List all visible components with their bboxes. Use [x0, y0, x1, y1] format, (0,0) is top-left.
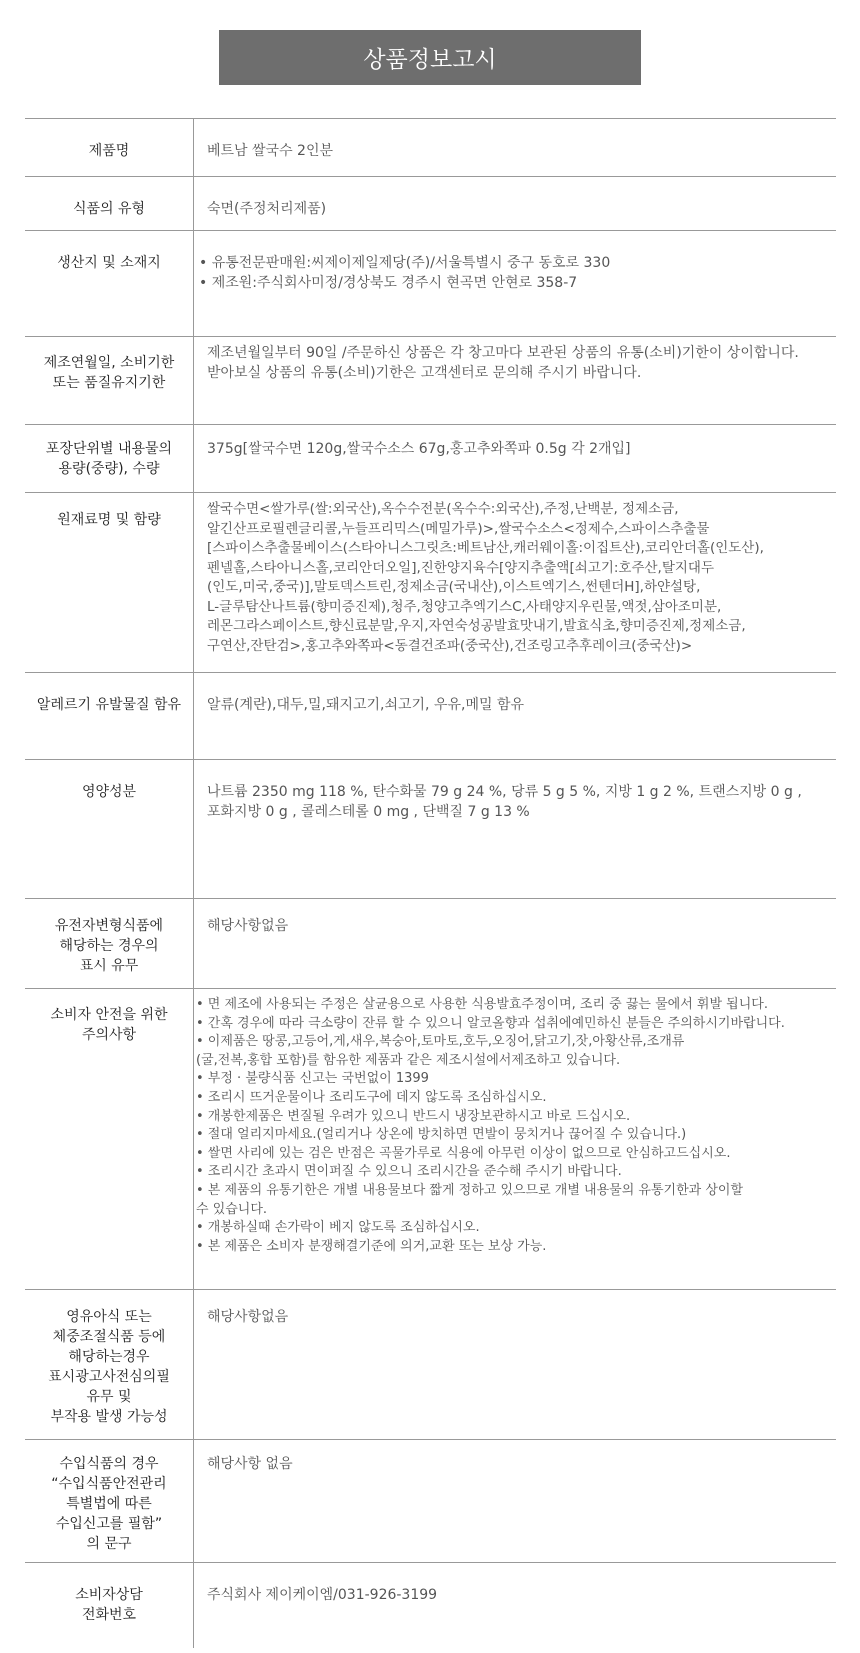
- row-label: 영유아식 또는 체중조절식품 등에 해당하는경우 표시광고사전심의필 유무 및 부작용 발생 가능성: [25, 1290, 194, 1439]
- row-value: 375g[쌀국수면 120g,쌀국수소스 67g,홍고추와쪽파 0.5g 각 2개입]: [207, 441, 631, 457]
- row-value: 쌀국수면<쌀가루(쌀:외국산),옥수수전분(옥수수:외국산),주정,난백분, 정제소금, 알긴산프로필렌글리콜,누들프리믹스(메밀가루)>,쌀국수소스<정제수,스파이스추출물 [스파이스추출물베이스(스타아니스그릿츠:베트남산,캐러웨이홀:이집트산),코리안더홀(인도산), 펜넬홀,스타아니스홀,코리안더오일],진한양지육수[양지추출액[쇠고기:호주산,탈지대두 (인도,미국,중국)],말토덱스트린,정제소금(국내산),이스트엑기스,썬텐더H],하얀설탕, L-글루탐산나트륨(향미증진제),청주,청양고추엑기스C,사태양지우린물,액젓,삼아조미분, 레몬그라스페이스트,향신료분말,우지,자연숙성공발효맛내기,발효식초,향미증진제,정제소금, 구연산,잔탄검>,홍고추와쪽파<동결건조파(중국산),건조링고추후레이크(중국산)>: [207, 501, 764, 654]
- table-row-allergens: [25, 673, 836, 760]
- row-label: 원재료명 및 함량: [25, 493, 194, 672]
- row-value: • 면 제조에 사용되는 주정은 살균용으로 사용한 식용발효주정이며, 조리 중 끓는 물에서 휘발 됩니다. • 간혹 경우에 따라 극소량이 잔류 할 수 있으니 알코올향과 섭취에예민하신 분들은 주의하시기바랍니다. • 이제품은 땅콩,고등어,게,새우,복숭아,토마토,호두,오징어,닭고기,잣,아황산류,조개류 (굴,전복,홍합 포함)를 함유한 제품과 같은 제조시설에서제조하고 있습니다. • 부정 · 불량식품 신고는 국번없이 1399 • 조리시 뜨거운물이나 조리도구에 데지 않도록 조심하십시오. • 개봉한제품은 변질될 우려가 있으니 반드시 냉장보관하시고 바로 드십시오. • 절대 얼리지마세요.(얼리거나 상온에 방치하면 면발이 뭉치거나 끊어질 수 있습니다.) • 쌀면 사리에 있는 검은 반점은 곡물가루로 식용에 아무런 이상이 없으므로 안심하고드십시오. • 조리시간 초과시 면이퍼질 수 있으니 조리시간을 준수해 주시기 바랍니다. • 본 제품의 유통기한은 개별 내용물보다 짧게 정하고 있으므로 개별 내용물의 유통기한과 상이할 수 있습니다. • 개봉하실때 손가락이 베지 않도록 조심하십시오. • 본 제품은 소비자 분쟁해결기준에 의거,교환 또는 보상 가능.: [196, 997, 785, 1254]
- row-value: 알류(계란),대두,밀,돼지고기,쇠고기, 우유,메밀 함유: [207, 697, 525, 713]
- row-value: 나트륨 2350 mg 118 %, 탄수화물 79 g 24 %, 당류 5 g 5 %, 지방 1 g 2 %, 트랜스지방 0 g , 포화지방 0 g , 콜레스테롤 0 mg , 단백질 7 g 13 %: [207, 784, 802, 820]
- table-row-imported: [25, 1440, 836, 1563]
- row-value: 해당사항 없음: [207, 1456, 293, 1472]
- table-row-ingredients: [25, 493, 836, 673]
- row-value: 제조년월일부터 90일 /주문하신 상품은 각 창고마다 보관된 상품의 유통(소비)기한이 상이합니다. 받아보실 상품의 유통(소비)기한은 고객센터로 문의해 주시기 바랍니다.: [207, 345, 799, 381]
- row-label: 유전자변형식품에 해당하는 경우의 표시 유무: [25, 899, 194, 988]
- row-label: 소비자 안전을 위한 주의사항: [25, 989, 194, 1289]
- row-label: 식품의 유형: [25, 177, 194, 230]
- table-row-gmo: [25, 899, 836, 989]
- table-row-origin: [25, 231, 836, 337]
- row-value: 해당사항없음: [207, 918, 289, 934]
- row-label: 알레르기 유발물질 함유: [25, 673, 194, 759]
- row-label: 수입식품의 경우 “수입식품안전관리 특별법에 따른 수입신고를 필함” 의 문구: [25, 1440, 194, 1562]
- table-row-food-type: [25, 177, 836, 231]
- row-label: 제조연월일, 소비기한 또는 품질유지기한: [25, 337, 194, 424]
- row-label: 포장단위별 내용물의 용량(중량), 수량: [25, 425, 194, 492]
- product-info-table: [25, 118, 836, 1648]
- table-row-quantity: [25, 425, 836, 493]
- table-row-expiry: [25, 337, 836, 425]
- row-value: 숙면(주정처리제품): [207, 201, 327, 217]
- row-value: 베트남 쌀국수 2인분: [207, 143, 333, 159]
- table-row-safety: [25, 989, 836, 1290]
- page-title: 상품정보고시: [219, 30, 641, 85]
- row-value: 해당사항없음: [207, 1309, 289, 1325]
- table-row-infant-food: [25, 1290, 836, 1440]
- table-row-product-name: [25, 118, 836, 177]
- row-value: 주식회사 제이케이엠/031-926-3199: [207, 1587, 438, 1603]
- row-label: 영양성분: [25, 760, 194, 898]
- row-label: 제품명: [25, 119, 194, 176]
- table-row-nutrition: [25, 760, 836, 899]
- row-label: 소비자상담 전화번호: [25, 1563, 194, 1648]
- row-label: 생산지 및 소재지: [25, 231, 194, 336]
- row-value: • 유통전문판매원:씨제이제일제당(주)/서울특별시 중구 동호로 330 • 제조원:주식회사미정/경상북도 경주시 현곡면 안현로 358-7: [199, 255, 611, 291]
- table-row-contact: [25, 1563, 836, 1648]
